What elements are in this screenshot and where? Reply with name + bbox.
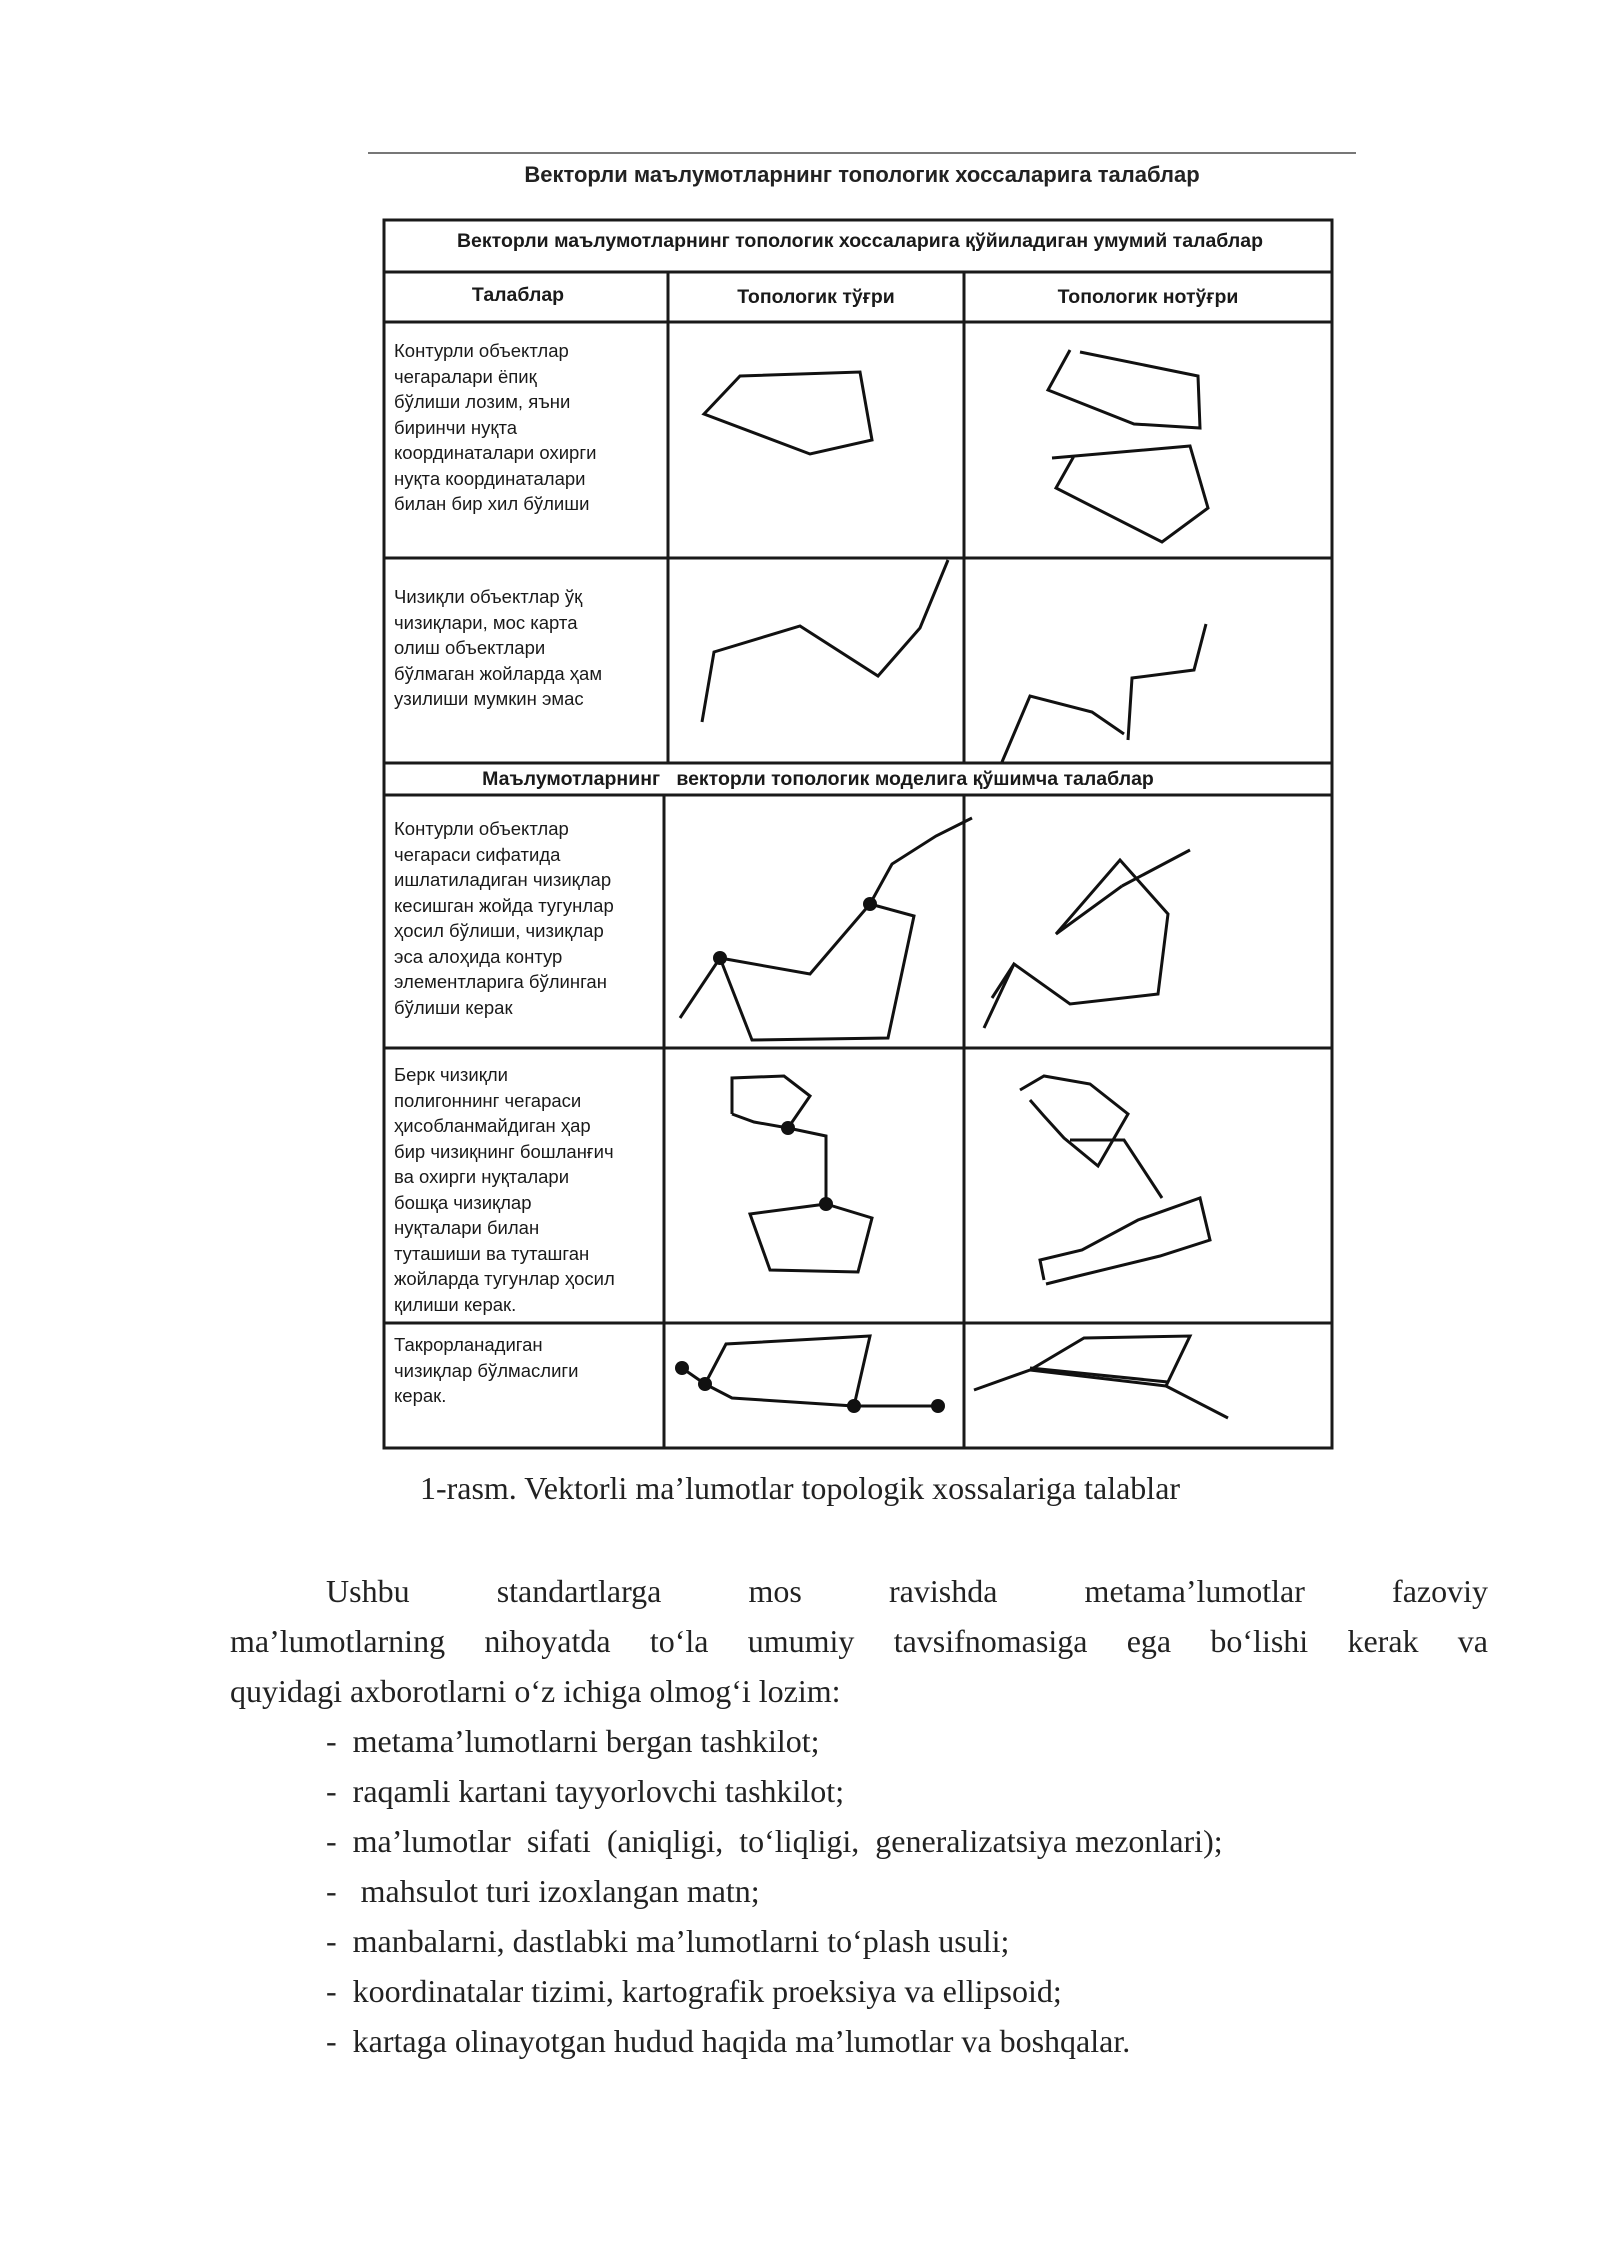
disconnected-line-shape: [1070, 1140, 1162, 1198]
overshoot-polygon-shape: [1052, 446, 1208, 542]
continuous-line-shape: [702, 560, 948, 722]
figure-caption: 1-rasm. Vektorli ma’lumotlar topologik xossalariga talablar: [419, 1470, 1181, 1506]
column-header-requirements: Талаблар: [471, 284, 565, 306]
list-item: - metama’lumotlarni bergan tashkilot;: [326, 1723, 820, 1759]
list-item: - raqamli kartani tayyorlovchi tashkilot;: [326, 1773, 845, 1809]
node-marker: [675, 1361, 689, 1375]
node-marker: [713, 951, 727, 965]
requirement-text: Такрорланадиган чизиқлар бўлмаслиги керак.: [394, 1334, 579, 1406]
broken-line-segment: [1002, 696, 1124, 762]
requirements-table: [380, 218, 1336, 1452]
requirement-text: Чизиқли объектлар ўқ чизиқлари, мос карта олиш объектлари бўлмаган жойларда ҳам узилиши мумкин эмас: [394, 586, 603, 709]
duplicated-line-shape: [1030, 1368, 1168, 1382]
node-marker: [819, 1197, 833, 1211]
noded-line-shape: [680, 958, 720, 1018]
duplicated-line-shape: [1166, 1386, 1228, 1418]
node-marker: [847, 1399, 861, 1413]
paragraph-line: quyidagi axborotlarni o‘z ichiga olmog‘i lozim:: [230, 1673, 841, 1709]
figure-top-rule: [368, 152, 1356, 154]
body-paragraph: [230, 1566, 1488, 1716]
open-polygon-shape: [1048, 350, 1200, 428]
column-header-incorrect: Топологик нотўғри: [1057, 286, 1239, 308]
unnoded-line-shape: [992, 964, 1014, 998]
list-item: - ma’lumotlar sifati (aniqligi, to‘liqligi, generalizatsiya mezonlari);: [326, 1823, 1223, 1859]
paragraph-line: Ushbu standartlarga mos ravishda metama’lumotlar fazoviy: [326, 1573, 1488, 1609]
paragraph-line: ma’lumotlarning nihoyatda to‘la umumiy tavsifnomasiga ega bo‘lishi kerak va: [230, 1623, 1488, 1659]
connecting-line-shape: [788, 1128, 826, 1204]
node-marker: [863, 897, 877, 911]
figure-title: Векторли маълумотларнинг топологик хоссаларига талаблар: [524, 162, 1200, 187]
metadata-list: [326, 1716, 1223, 2066]
single-line-shape: [682, 1336, 870, 1406]
requirement-text: Контурли объектлар чегараси сифатида ишлатиладиган чизиқлар кесишган жойда тугунлар ҳосил бўлиши, чизиқлар эса алоҳида контур элементларига бўлинган бўлиши керак: [394, 818, 614, 1018]
connected-polygon-shape: [750, 1204, 872, 1272]
closed-polygon-shape: [704, 372, 872, 454]
column-header-correct: Топологик тўғри: [737, 286, 895, 308]
connected-polygon-shape: [732, 1076, 810, 1128]
table-header-general: Векторли маълумотларнинг топологик хоссаларига қўйиладиган умумий талаблар: [456, 230, 1264, 252]
requirement-text: Берк чизиқли полигоннинг чегараси ҳисобланмайдиган ҳар бир чизиқнинг бошланғич ва охирги нуқталари бошқа чизиқлар нуқталари билан туташиши ва туташган жойларда тугунлар ҳосил қилиши керак.: [394, 1064, 615, 1315]
list-item: - koordinatalar tizimi, kartografik proeksiya va ellipsoid;: [326, 1973, 1062, 2009]
list-item: - manbalarni, dastlabki ma’lumotlarni to‘plash usuli;: [326, 1923, 1010, 1959]
node-marker: [931, 1399, 945, 1413]
disconnected-polygon-shape: [1020, 1076, 1128, 1166]
section-header-additional: Маълумотларнинг векторли топологик моделига қўшимча талаблар: [482, 768, 1154, 790]
noded-line-shape: [870, 818, 972, 904]
unnoded-line-shape: [1122, 850, 1190, 886]
requirement-text: Контурли объектлар чегаралари ёпиқ бўлиши лозим, яъни биринчи нуқта координаталари охирги нуқта координаталари билан бир хил бўлиши: [394, 340, 597, 514]
noded-polygon-shape: [720, 904, 914, 1040]
node-marker: [781, 1121, 795, 1135]
list-item: - kartaga olinayotgan hudud haqida ma’lumotlar va boshqalar.: [326, 2023, 1131, 2059]
list-item: - mahsulot turi izoxlangan matn;: [326, 1873, 760, 1909]
unnoded-line-shape: [984, 860, 1168, 1028]
node-marker: [698, 1377, 712, 1391]
broken-line-segment: [1128, 624, 1206, 740]
disconnected-polygon-shape: [1040, 1198, 1210, 1284]
